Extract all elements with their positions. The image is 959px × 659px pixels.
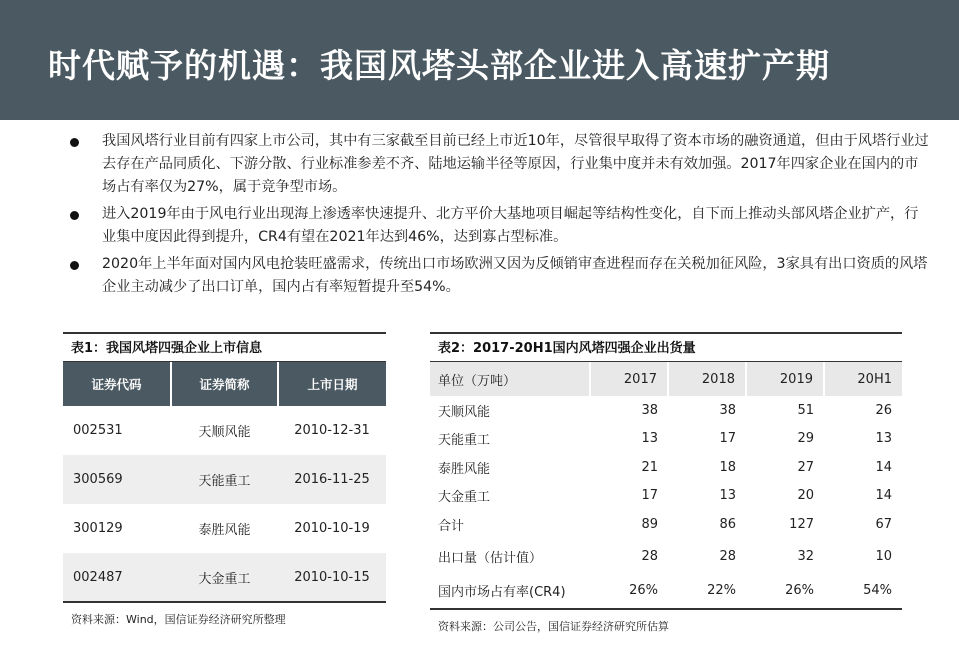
table-cell: 300129 [73,521,123,536]
table-cell: 泰胜风能 [198,523,251,538]
table-cell: 天顺风能 [198,425,251,440]
table-row [63,553,386,602]
bullet-item [70,253,930,299]
table1-header-cell: 证券代码 [63,362,171,406]
table-cell: 10 [875,548,892,564]
table1-title: 表1：我国风塔四强企业上市信息 [63,332,386,362]
table-cell: 国内市场占有率(CR4) [430,574,590,609]
table2 [430,362,902,610]
table-cell: 67 [875,516,892,532]
title-banner [0,0,959,120]
table-row [63,455,386,504]
table-cell: 29 [797,431,814,447]
table-cell: 127 [789,516,814,532]
table-cell: 14 [875,488,892,504]
table-cell: 2010-10-19 [294,521,370,536]
table-cell: 出口量（估计值） [438,550,543,566]
table2-header-cell: 2018 [668,362,746,396]
table-cell: 21 [641,459,658,475]
table-cell: 26% [746,574,824,609]
table-cell: 86 [719,516,736,532]
table-row [63,406,386,455]
table-cell: 51 [797,402,814,418]
table-cell: 28 [641,548,658,564]
table-row [430,453,902,482]
bullet-text: 我国风塔行业目前有四家上市公司，其中有三家截至目前已经上市近10年，尽管很早取得了资本市场的融资通道，但由于风塔行业过去存在产品同质化、下游分散、行业标准参差不齐、陆地运输半径等原因，行业集中度并未有效加强。2017年四家企业在国内的市场占有率仅为27%，属于竞争型市场。 [102,133,929,195]
table-cell: 合计 [438,518,465,534]
page-title: 时代赋予的机遇：我国风塔头部企业进入高速扩产期 [48,46,830,85]
table-cell: 泰胜风能 [438,461,491,477]
bullet-item [70,203,930,249]
bullet-dot-icon [70,261,79,270]
table-cell: 大金重工 [438,490,491,506]
bullet-dot-icon [70,138,79,147]
bullet-item [70,130,930,199]
table-cell: 17 [719,431,736,447]
table-cell: 89 [641,516,658,532]
table-cell: 17 [641,488,658,504]
table-cell: 38 [641,402,658,418]
table1-block [63,332,386,627]
table-cell: 002531 [73,423,123,438]
table-cell: 18 [719,459,736,475]
table-cell: 32 [797,548,814,564]
bullet-text: 进入2019年由于风电行业出现海上渗透率快速提升、北方平价大基地项目崛起等结构性变化，自下而上推动头部风塔企业扩产，行业集中度因此得到提升，CR4有望在2021年达到46%，达到寡占型标准。 [102,206,919,245]
table-cell: 002487 [63,553,171,602]
table1 [63,362,386,603]
table-cell: 13 [719,488,736,504]
table1-header-cell: 上市日期 [278,362,386,406]
table-cell: 14 [875,459,892,475]
bullet-text: 2020年上半年面对国内风电抢装旺盛需求，传统出口市场欧洲又因为反倾销审查进程而存在关税加征风险，3家具有出口资质的风塔企业主动减少了出口订单，国内占有率短暂提升至54%。 [102,256,928,295]
table2-header-cell: 单位（万吨） [430,362,590,396]
table-cell: 54% [824,574,902,609]
table-cell: 38 [719,402,736,418]
table-cell: 28 [719,548,736,564]
table-cell: 13 [641,431,658,447]
table2-header-row [430,362,902,396]
table2-header-cell: 2019 [746,362,824,396]
table2-header-cell: 20H1 [824,362,902,396]
table-row [430,396,902,425]
table-row [430,539,902,574]
table-cell: 大金重工 [171,553,278,602]
table-cell: 27 [797,459,814,475]
table2-header-cell: 2017 [590,362,668,396]
table-cell: 20 [797,488,814,504]
table2-source: 资料来源：公司公告，国信证券经济研究所估算 [438,619,669,633]
table-cell: 2010-12-31 [294,423,370,438]
table-cell: 300569 [63,455,171,504]
table-row [430,425,902,454]
table-cell: 2016-11-25 [278,455,386,504]
table-cell: 2010-10-15 [278,553,386,602]
bullet-dot-icon [70,211,79,220]
table-cell: 13 [875,431,892,447]
table1-source: 资料来源：Wind，国信证券经济研究所整理 [71,613,286,626]
table-cell: 22% [668,574,746,609]
table1-header-cell: 证券简称 [171,362,278,406]
bullet-list [70,130,930,299]
table-row [430,482,902,511]
table2-block [430,332,902,634]
table2-title: 表2：2017-20H1国内风塔四强企业出货量 [430,332,902,362]
table1-header-row [63,362,386,406]
table-cell: 26 [875,402,892,418]
table-row [430,510,902,539]
table-cell: 天顺风能 [438,404,491,420]
table-cell: 天能重工 [171,455,278,504]
table-row [430,574,902,609]
table-row [63,504,386,553]
table-cell: 天能重工 [438,433,491,449]
table-cell: 26% [590,574,668,609]
